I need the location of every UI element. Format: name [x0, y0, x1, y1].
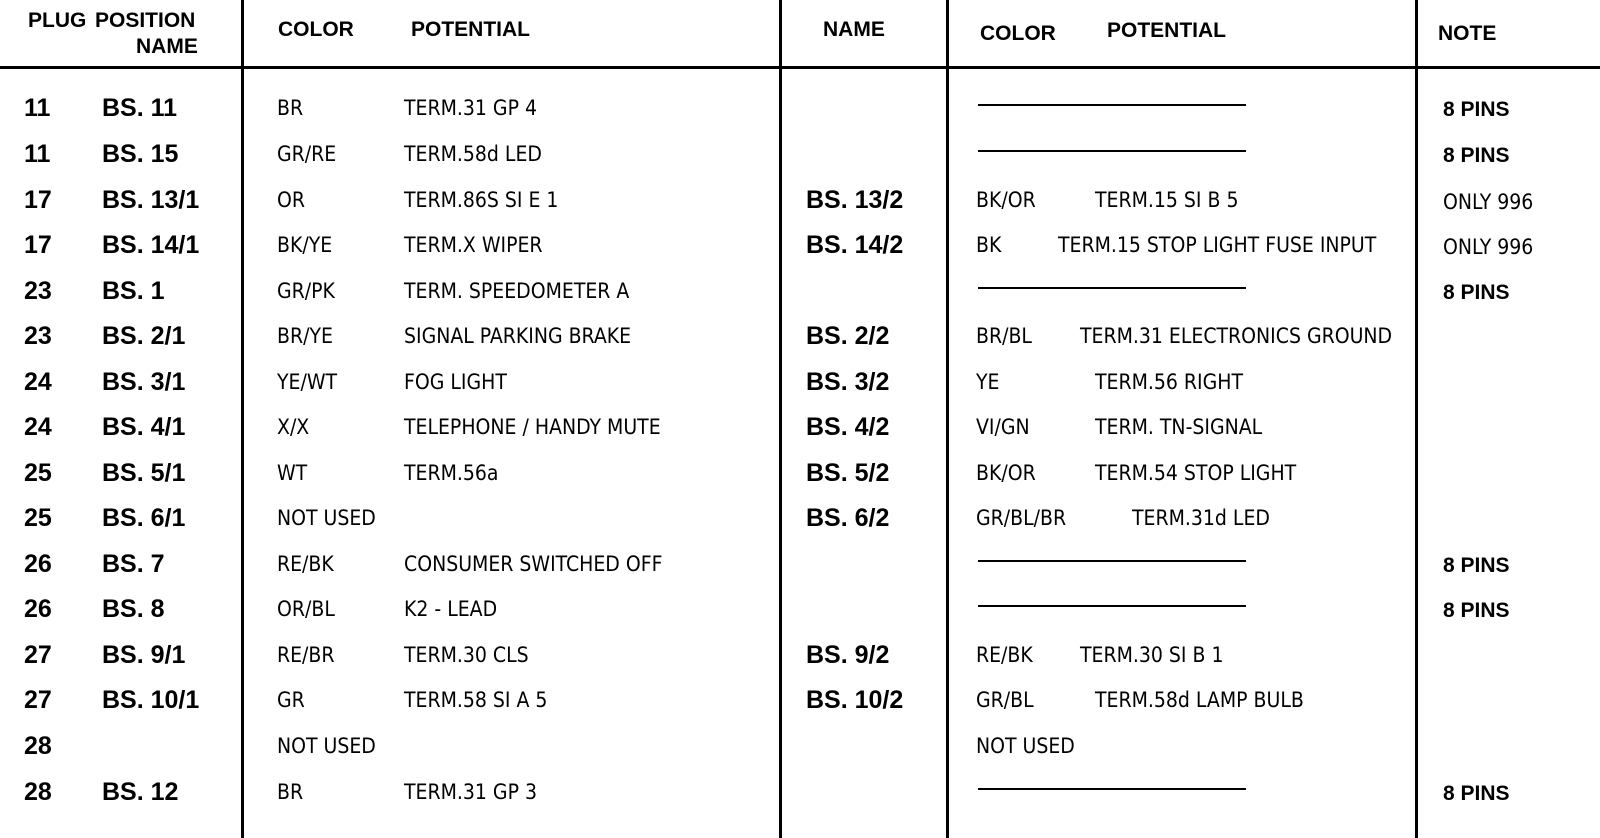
- name-2-cell: BS. 6/2: [806, 504, 890, 532]
- plug-cell: 28: [24, 732, 52, 760]
- plug-cell: 17: [24, 186, 52, 214]
- column-divider-4: [1415, 0, 1418, 838]
- color-cell: NOT USED: [277, 734, 376, 758]
- potential-2-cell: TERM.58d LAMP BULB: [1095, 688, 1304, 712]
- column-divider-2: [779, 0, 782, 838]
- plug-cell: 27: [24, 686, 52, 714]
- name-2-cell: BS. 14/2: [806, 231, 904, 259]
- note-cell: 8 PINS: [1443, 782, 1510, 805]
- name-cell: BS. 2/1: [102, 322, 186, 350]
- color-cell: BR/YE: [277, 324, 333, 348]
- name-cell: BS. 10/1: [102, 686, 200, 714]
- potential-cell: TERM.86S SI E 1: [404, 188, 559, 212]
- color-2-cell: BK/OR: [976, 461, 1036, 485]
- name-cell: BS. 14/1: [102, 231, 200, 259]
- potential-2-cell: TERM. TN-SIGNAL: [1095, 415, 1263, 439]
- potential-cell: TERM.58 SI A 5: [404, 688, 548, 712]
- header-potential-1: POTENTIAL: [411, 18, 530, 41]
- plug-cell: 25: [24, 504, 52, 532]
- plug-cell: 25: [24, 459, 52, 487]
- note-cell: 8 PINS: [1443, 98, 1510, 121]
- potential-cell: TERM.X WIPER: [404, 233, 543, 257]
- color-cell: YE/WT: [277, 370, 338, 394]
- header-color-1: COLOR: [278, 18, 354, 41]
- plug-cell: 23: [24, 322, 52, 350]
- header-position: POSITION: [95, 9, 196, 32]
- header-plug: PLUG: [28, 9, 87, 32]
- plug-cell: 24: [24, 368, 52, 396]
- name-cell: BS. 12: [102, 778, 179, 806]
- plug-cell: 11: [24, 94, 51, 122]
- potential-2-cell: TERM.30 SI B 1: [1080, 643, 1224, 667]
- potential-2-cell: TERM.15 SI B 5: [1095, 188, 1239, 212]
- empty-entry-dash: [978, 150, 1246, 152]
- color-2-cell: VI/GN: [976, 415, 1030, 439]
- color-cell: NOT USED: [277, 506, 376, 530]
- potential-cell: TERM.31 GP 3: [404, 780, 537, 804]
- potential-cell: TERM.30 CLS: [404, 643, 529, 667]
- color-cell: BK/YE: [277, 233, 333, 257]
- potential-cell: SIGNAL PARKING BRAKE: [404, 324, 632, 348]
- potential-2-cell: TERM.56 RIGHT: [1095, 370, 1244, 394]
- plug-cell: 26: [24, 595, 52, 623]
- column-divider-3: [946, 0, 949, 838]
- potential-2-cell: TERM.31 ELECTRONICS GROUND: [1080, 324, 1393, 348]
- plug-cell: 28: [24, 778, 52, 806]
- color-cell: OR/BL: [277, 597, 335, 621]
- color-2-cell: BR/BL: [976, 324, 1032, 348]
- potential-cell: TERM. SPEEDOMETER A: [404, 279, 630, 303]
- name-cell: BS. 8: [102, 595, 165, 623]
- name-2-cell: BS. 2/2: [806, 322, 890, 350]
- potential-cell: TELEPHONE / HANDY MUTE: [404, 415, 661, 439]
- potential-cell: FOG LIGHT: [404, 370, 507, 394]
- note-cell: ONLY 996: [1443, 235, 1534, 259]
- note-cell: 8 PINS: [1443, 281, 1510, 304]
- color-cell: BR: [277, 780, 304, 804]
- name-cell: BS. 5/1: [102, 459, 186, 487]
- plug-cell: 11: [24, 140, 51, 168]
- potential-cell: TERM.58d LED: [404, 142, 542, 166]
- note-cell: 8 PINS: [1443, 599, 1510, 622]
- name-2-cell: BS. 9/2: [806, 641, 890, 669]
- potential-cell: TERM.31 GP 4: [404, 96, 537, 120]
- name-2-cell: BS. 10/2: [806, 686, 904, 714]
- name-2-cell: BS. 13/2: [806, 186, 904, 214]
- name-2-cell: BS. 5/2: [806, 459, 890, 487]
- color-2-cell: BK: [976, 233, 1002, 257]
- name-2-cell: BS. 3/2: [806, 368, 890, 396]
- name-cell: BS. 6/1: [102, 504, 186, 532]
- color-cell: OR: [277, 188, 305, 212]
- plug-cell: 17: [24, 231, 52, 259]
- potential-2-cell: TERM.15 STOP LIGHT FUSE INPUT: [1058, 233, 1377, 257]
- plug-cell: 27: [24, 641, 52, 669]
- plug-cell: 26: [24, 550, 52, 578]
- color-2-cell: RE/BK: [976, 643, 1033, 667]
- empty-entry-dash: [978, 605, 1246, 607]
- name-cell: BS. 7: [102, 550, 165, 578]
- color-2-cell: NOT USED: [976, 734, 1075, 758]
- name-cell: BS. 3/1: [102, 368, 186, 396]
- potential-cell: CONSUMER SWITCHED OFF: [404, 552, 663, 576]
- name-2-cell: BS. 4/2: [806, 413, 890, 441]
- name-cell: BS. 9/1: [102, 641, 186, 669]
- name-cell: BS. 15: [102, 140, 179, 168]
- header-potential-2: POTENTIAL: [1107, 19, 1226, 42]
- color-cell: RE/BR: [277, 643, 335, 667]
- color-2-cell: YE: [976, 370, 1000, 394]
- header-divider: [0, 66, 1600, 69]
- name-cell: BS. 4/1: [102, 413, 186, 441]
- empty-entry-dash: [978, 788, 1246, 790]
- potential-cell: TERM.56a: [404, 461, 499, 485]
- empty-entry-dash: [978, 560, 1246, 562]
- note-cell: 8 PINS: [1443, 144, 1510, 167]
- color-cell: RE/BK: [277, 552, 334, 576]
- color-cell: WT: [277, 461, 308, 485]
- empty-entry-dash: [978, 104, 1246, 106]
- name-cell: BS. 13/1: [102, 186, 200, 214]
- color-2-cell: BK/OR: [976, 188, 1036, 212]
- color-cell: X/X: [277, 415, 310, 439]
- plug-cell: 24: [24, 413, 52, 441]
- plug-cell: 23: [24, 277, 52, 305]
- empty-entry-dash: [978, 287, 1246, 289]
- header-name-2: NAME: [823, 18, 885, 41]
- note-cell: 8 PINS: [1443, 554, 1510, 577]
- header-color-2: COLOR: [980, 22, 1056, 45]
- color-cell: GR/PK: [277, 279, 335, 303]
- header-note: NOTE: [1438, 22, 1497, 45]
- potential-2-cell: TERM.31d LED: [1132, 506, 1270, 530]
- name-cell: BS. 1: [102, 277, 165, 305]
- color-2-cell: GR/BL/BR: [976, 506, 1067, 530]
- color-cell: BR: [277, 96, 304, 120]
- column-divider-1: [241, 0, 244, 838]
- potential-cell: K2 - LEAD: [404, 597, 498, 621]
- color-2-cell: GR/BL: [976, 688, 1034, 712]
- header-name: NAME: [136, 35, 198, 58]
- potential-2-cell: TERM.54 STOP LIGHT: [1095, 461, 1297, 485]
- name-cell: BS. 11: [102, 94, 178, 122]
- color-cell: GR: [277, 688, 305, 712]
- note-cell: ONLY 996: [1443, 190, 1534, 214]
- color-cell: GR/RE: [277, 142, 337, 166]
